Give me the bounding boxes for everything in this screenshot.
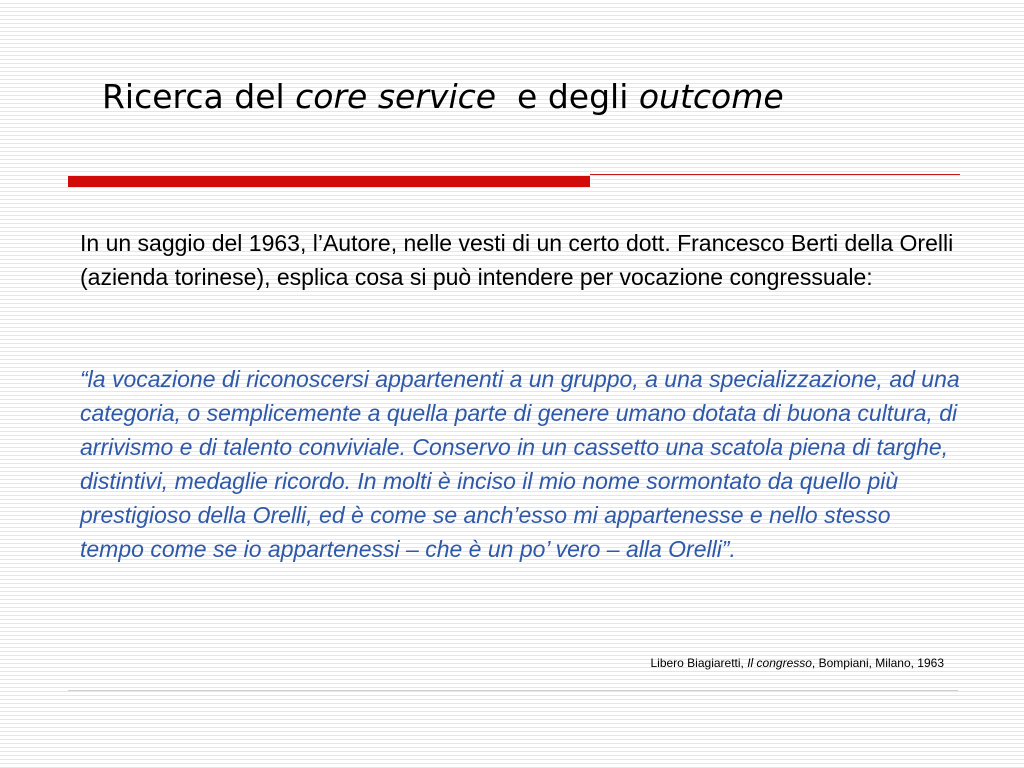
citation xyxy=(650,654,944,672)
title-italic-core-service: core service xyxy=(295,77,497,116)
quote-paragraph: “la vocazione di riconoscersi appartenenti a un gruppo, a una specializzazione, ad una categoria, o semplicemente a quella parte di genere umano dotata di buona cultura, di arrivismo e di talento conviviale. Conservo in un cassetto una scatola piena di targhe, distintivi, medaglie ricordo. In molti è inciso il mio nome sormontato da quello più prestigioso della Orelli, ed è come se anch’esso mi appartenesse e nello stesso tempo come se io appartenessi – che è un po’ vero – alla Orelli”. xyxy=(80,366,960,562)
title-text-2: e degli xyxy=(496,77,639,116)
citation-author: Libero Biagiaretti, xyxy=(650,656,748,670)
title-divider-red-bar xyxy=(68,176,590,187)
title-italic-outcome: outcome xyxy=(638,77,784,116)
title-divider xyxy=(68,174,960,188)
title-divider-thin-line xyxy=(590,174,960,175)
citation-work: Il congresso xyxy=(747,656,812,670)
title-text-1: Ricerca del xyxy=(102,77,296,116)
slide-title xyxy=(102,74,784,120)
bottom-divider xyxy=(68,690,958,691)
citation-publisher: , Bompiani, Milano, 1963 xyxy=(811,656,944,670)
intro-paragraph: In un saggio del 1963, l’Autore, nelle vesti di un certo dott. Francesco Berti della Orelli (azienda torinese), esplica cosa si può intendere per vocazione congressuale: xyxy=(80,230,954,290)
